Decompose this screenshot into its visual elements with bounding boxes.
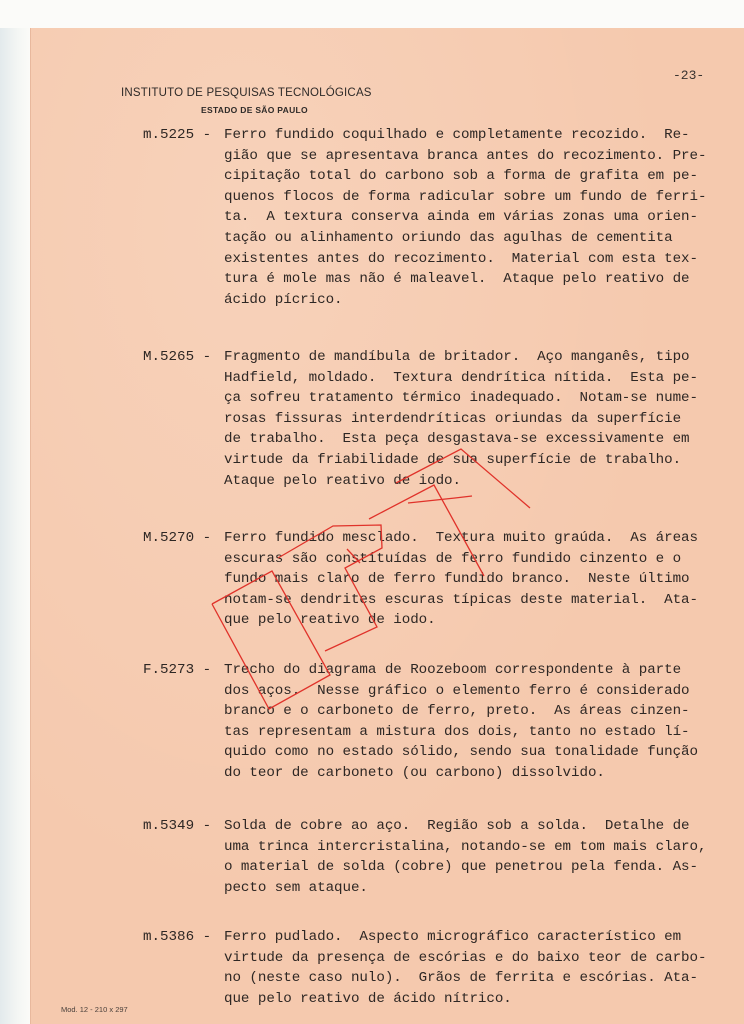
description-line: Trecho do diagrama de Roozeboom correspondente à parte [224, 662, 682, 678]
specimen-code: m.5386 - [143, 929, 212, 945]
description-line: rosas fissuras interdendríticas oriundas da superfície [224, 410, 682, 427]
page-number: -23- [673, 68, 705, 83]
description-line: tas representam a mistura dos dois, tanto no estado lí- [224, 723, 690, 740]
description-line: ça sofreu tratamento térmico inadequado. Notam-se nume- [224, 390, 698, 407]
description-line: ácido pícrico. [224, 291, 343, 308]
description-line: escuras são constituídas de ferro fundido cinzento e o [224, 550, 682, 567]
description-line: Fragmento de mandíbula de britador. Aço manganês, tipo [224, 349, 690, 365]
description-line: Ataque pelo reativo de iodo. [224, 472, 461, 489]
description-line: quido como no estado sólido, sendo sua tonalidade função [224, 744, 698, 761]
description-line: fundo mais claro de ferro fundido branco. Neste último [224, 571, 690, 588]
description-line: tura é mole mas não é maleavel. Ataque pelo reativo de [224, 271, 690, 288]
specimen-code: M.5265 - [143, 349, 212, 365]
specimen-code: M.5270 - [143, 530, 212, 546]
institute-state: ESTADO DE SÃO PAULO [201, 105, 308, 115]
description-line: Ferro pudlado. Aspecto micrográfico característico em [224, 929, 682, 945]
description-line: uma trinca intercristalina, notando-se em tom mais claro, [224, 838, 707, 855]
specimen-code: m.5225 - [143, 127, 212, 143]
description-line: do teor de carboneto (ou carbono) dissolvido. [224, 765, 605, 781]
description-line: cipitação total do carbono sob a forma de grafita em pe- [224, 168, 698, 185]
description-line: ta. A textura conserva ainda em várias zonas uma orien- [224, 209, 698, 226]
description-line: existentes antes do recozimento. Material com esta tex- [224, 250, 698, 267]
description-line: notam-se dendrites escuras típicas deste material. Ata- [224, 591, 698, 608]
description-line: Solda de cobre ao aço. Região sob a solda. Detalhe de [224, 818, 690, 834]
description-line: Hadfield, moldado. Textura dendrítica nítida. Esta pe- [224, 369, 698, 386]
description-line: virtude da presença de escórias e do baixo teor de carbo- [224, 949, 707, 966]
description-line: Ferro fundido mesclado. Textura muito graúda. As áreas [224, 530, 698, 546]
description-line: que pelo reativo de iodo. [224, 612, 436, 629]
description-line: no (neste caso nulo). Grãos de ferrita e escórias. Ata- [224, 970, 698, 987]
description-line: virtude da friabilidade de sua superfície de trabalho. [224, 452, 682, 468]
description-line: dos aços. Nesse gráfico o elemento ferro é considerado [224, 682, 690, 699]
scan-background [0, 0, 744, 28]
description-line: tação ou alinhamento oriundo das agulhas de cementita [224, 230, 673, 246]
description-line: gião que se apresentava branca antes do recozimento. Pre- [224, 147, 707, 164]
description-line: de trabalho. Esta peça desgastava-se excessivamente em [224, 431, 690, 448]
institute-name: INSTITUTO DE PESQUISAS TECNOLÓGICAS [121, 87, 372, 99]
description-line: o material de solda (cobre) que penetrou pela fenda. As- [224, 859, 698, 876]
specimen-code: F.5273 - [143, 662, 212, 678]
description-line: quenos flocos de forma radicular sobre um fundo de ferri- [224, 188, 707, 205]
specimen-code: m.5349 - [143, 818, 212, 834]
description-line: Ferro fundido coquilhado e completamente recozido. Re- [224, 127, 690, 143]
form-code: Mod. 12 - 210 x 297 [61, 1005, 128, 1014]
description-line: branco e o carboneto de ferro, preto. As áreas cinzen- [224, 703, 690, 720]
description-line: pecto sem ataque. [224, 879, 368, 896]
description-line: que pelo reativo de ácido nítrico. [224, 990, 512, 1007]
